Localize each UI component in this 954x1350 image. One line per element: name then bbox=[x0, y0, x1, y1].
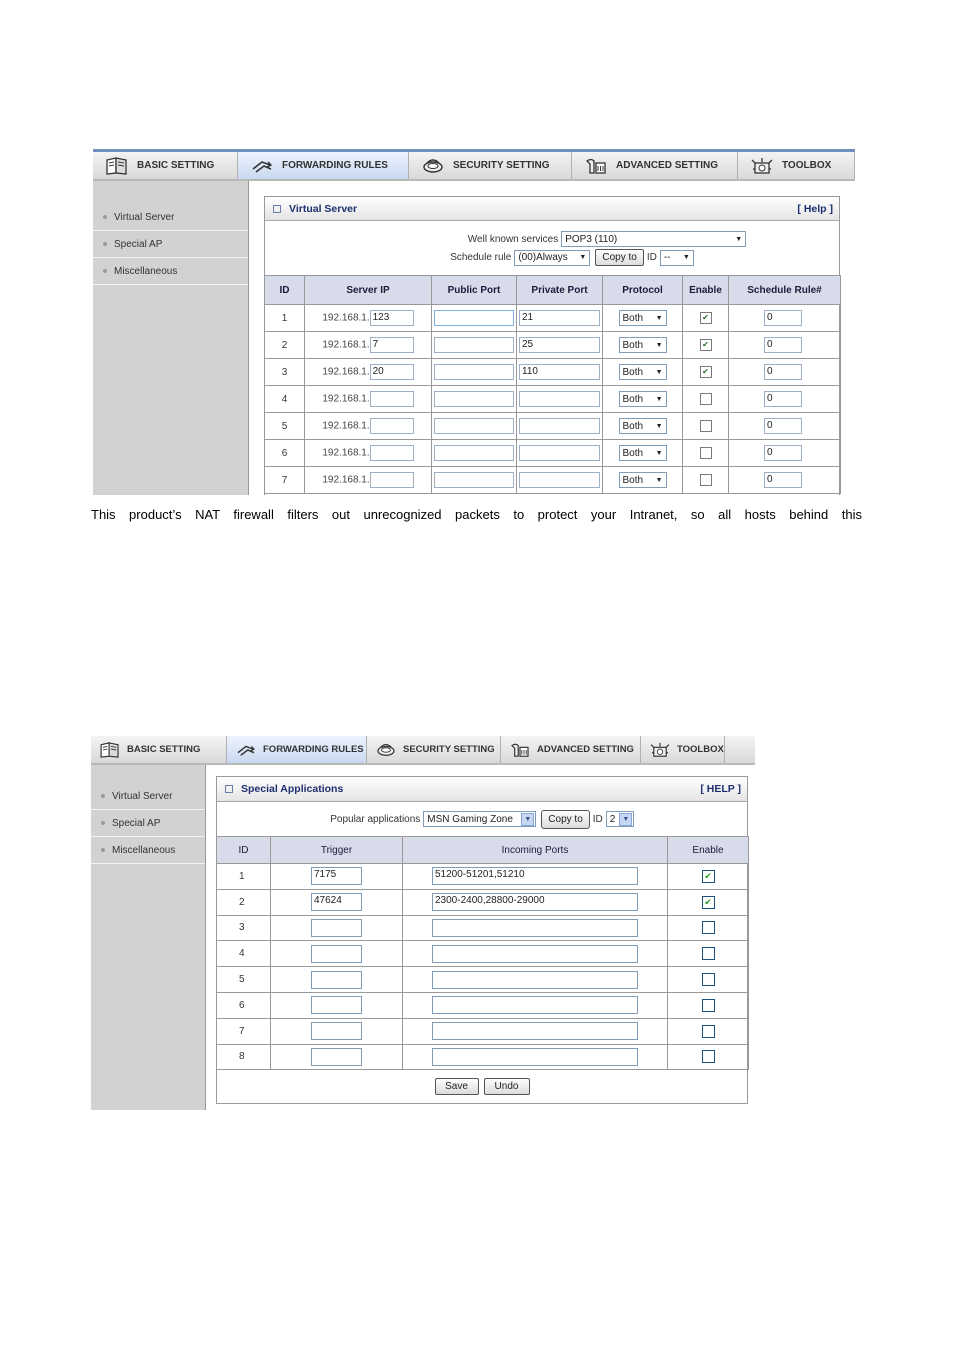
incoming-ports-input[interactable] bbox=[432, 996, 638, 1014]
trigger-input[interactable] bbox=[311, 1022, 362, 1040]
trigger-input[interactable] bbox=[311, 945, 362, 963]
incoming-ports-input[interactable] bbox=[432, 945, 638, 963]
enable-checkbox[interactable]: ✔ bbox=[702, 870, 715, 883]
row-id: 3 bbox=[265, 359, 305, 386]
enable-checkbox[interactable] bbox=[702, 1050, 715, 1063]
trigger-input[interactable]: 7175 bbox=[311, 867, 362, 885]
server-ip-input[interactable] bbox=[370, 391, 414, 407]
well-known-services-select[interactable]: POP3 (110) ▼ bbox=[561, 231, 746, 247]
row-id: 6 bbox=[217, 992, 271, 1018]
lock-icon bbox=[421, 157, 445, 175]
column-header: Schedule Rule# bbox=[729, 276, 841, 305]
incoming-ports-input[interactable]: 51200-51201,51210 bbox=[432, 867, 638, 885]
panel-title-bar bbox=[217, 777, 747, 802]
panel-title: Virtual Server bbox=[289, 202, 358, 215]
server-ip-input[interactable]: 7 bbox=[370, 337, 414, 353]
nav-tab-basic-setting[interactable] bbox=[91, 736, 227, 763]
server-ip-input[interactable]: 20 bbox=[370, 364, 414, 380]
row-id: 6 bbox=[265, 440, 305, 467]
arrows-icon bbox=[235, 742, 257, 758]
schedule-rule-input[interactable]: 0 bbox=[764, 337, 802, 353]
id-select[interactable]: 2 ▼ bbox=[606, 811, 634, 827]
row-id: 2 bbox=[217, 889, 271, 915]
sidebar-item-label: Miscellaneous bbox=[112, 844, 176, 856]
sidebar-item-special-ap[interactable] bbox=[93, 231, 248, 258]
row-id: 4 bbox=[217, 941, 271, 967]
nav-tab-label: TOOLBOX bbox=[782, 160, 832, 171]
sidebar bbox=[91, 765, 206, 1110]
enable-checkbox[interactable] bbox=[700, 420, 712, 432]
nav-tab-security-setting[interactable] bbox=[367, 736, 501, 763]
column-header: Protocol bbox=[603, 276, 683, 305]
enable-checkbox[interactable]: ✔ bbox=[700, 312, 712, 324]
table-row bbox=[265, 386, 841, 413]
table-row bbox=[265, 413, 841, 440]
nav-tab-label: FORWARDING RULES bbox=[282, 160, 388, 171]
protocol-select[interactable]: Both ▼ bbox=[619, 337, 667, 353]
incoming-ports-input[interactable] bbox=[432, 971, 638, 989]
bullet-icon bbox=[103, 242, 107, 246]
arrows-icon bbox=[250, 157, 274, 175]
toolbox-icon bbox=[649, 742, 671, 758]
enable-checkbox[interactable]: ✔ bbox=[702, 896, 715, 909]
table-row bbox=[265, 467, 841, 494]
column-header: Public Port bbox=[432, 276, 517, 305]
table-row bbox=[217, 889, 749, 915]
enable-checkbox[interactable] bbox=[702, 973, 715, 986]
ip-prefix: 192.168.1. bbox=[322, 339, 370, 351]
table-row bbox=[217, 864, 749, 890]
schedule-rule-input[interactable]: 0 bbox=[764, 418, 802, 434]
copy-to-button[interactable]: Copy to bbox=[595, 249, 643, 266]
public-port-input[interactable] bbox=[434, 310, 514, 326]
sidebar-item-special-ap[interactable] bbox=[91, 810, 205, 837]
schedule-rule-input[interactable]: 0 bbox=[764, 391, 802, 407]
public-port-input[interactable] bbox=[434, 337, 514, 353]
table-row bbox=[217, 915, 749, 941]
public-port-input[interactable] bbox=[434, 391, 514, 407]
bullet-icon bbox=[101, 821, 105, 825]
nav-tab-basic-setting[interactable] bbox=[93, 152, 238, 179]
ip-prefix: 192.168.1. bbox=[322, 366, 370, 378]
trigger-input[interactable] bbox=[311, 971, 362, 989]
book-icon bbox=[99, 742, 121, 758]
schedule-rule-input[interactable]: 0 bbox=[764, 472, 802, 488]
toolbox-icon bbox=[750, 157, 774, 175]
id-select[interactable]: -- ▼ bbox=[660, 250, 694, 266]
panel-square-icon bbox=[225, 785, 233, 793]
nav-tab-advanced-setting[interactable] bbox=[501, 736, 641, 763]
special-apps-table bbox=[216, 836, 749, 1070]
column-header: Server IP bbox=[305, 276, 432, 305]
book-icon bbox=[105, 157, 129, 175]
dropdown-arrow-icon: ▼ bbox=[655, 368, 663, 376]
undo-button[interactable]: Undo bbox=[484, 1078, 530, 1095]
column-header: Incoming Ports bbox=[403, 837, 668, 864]
server-ip-input[interactable] bbox=[370, 418, 414, 434]
dropdown-arrow-icon: ▼ bbox=[619, 813, 632, 826]
dropdown-arrow-icon: ▼ bbox=[735, 235, 743, 243]
save-button[interactable]: Save bbox=[435, 1078, 479, 1095]
dropdown-arrow-icon: ▼ bbox=[655, 314, 663, 322]
nav-tab-label: ADVANCED SETTING bbox=[537, 744, 634, 755]
tools-icon bbox=[584, 157, 608, 175]
ip-prefix: 192.168.1. bbox=[322, 420, 370, 432]
private-port-input[interactable] bbox=[519, 391, 600, 407]
sidebar-item-label: Miscellaneous bbox=[114, 265, 178, 277]
column-header: ID bbox=[265, 276, 305, 305]
incoming-ports-input[interactable]: 2300-2400,28800-29000 bbox=[432, 893, 638, 911]
dropdown-arrow-icon: ▼ bbox=[655, 395, 663, 403]
enable-checkbox[interactable] bbox=[702, 999, 715, 1012]
sidebar-item-label: Virtual Server bbox=[114, 211, 175, 223]
sidebar bbox=[93, 181, 249, 495]
public-port-input[interactable] bbox=[434, 364, 514, 380]
sidebar-item-virtual-server[interactable] bbox=[93, 204, 248, 231]
enable-checkbox[interactable]: ✔ bbox=[700, 339, 712, 351]
special-apps-screenshot bbox=[91, 736, 755, 1110]
virtual-server-panel bbox=[264, 196, 840, 495]
dropdown-arrow-icon: ▼ bbox=[579, 254, 587, 261]
server-ip-input[interactable] bbox=[370, 445, 414, 461]
row-id: 1 bbox=[265, 305, 305, 332]
enable-checkbox[interactable] bbox=[700, 393, 712, 405]
column-header: Enable bbox=[683, 276, 729, 305]
nav-tab-label: TOOLBOX bbox=[677, 744, 724, 755]
server-ip-input[interactable]: 123 bbox=[370, 310, 414, 326]
dropdown-arrow-icon: ▼ bbox=[655, 341, 663, 349]
column-header: Trigger bbox=[271, 837, 403, 864]
incoming-ports-input[interactable] bbox=[432, 1022, 638, 1040]
table-row bbox=[217, 1018, 749, 1044]
row-id: 8 bbox=[217, 1044, 271, 1070]
private-port-input[interactable]: 21 bbox=[519, 310, 600, 326]
protocol-select[interactable]: Both ▼ bbox=[619, 391, 667, 407]
private-port-input[interactable]: 25 bbox=[519, 337, 600, 353]
enable-checkbox[interactable] bbox=[700, 447, 712, 459]
nav-tab-toolbox[interactable] bbox=[641, 736, 725, 763]
top-nav bbox=[91, 736, 755, 765]
bullet-icon bbox=[101, 794, 105, 798]
protocol-select[interactable]: Both ▼ bbox=[619, 445, 667, 461]
popular-applications-select[interactable]: MSN Gaming Zone ▼ bbox=[423, 811, 536, 827]
private-port-input[interactable] bbox=[519, 472, 600, 488]
copy-to-button[interactable]: Copy to bbox=[541, 810, 589, 829]
dropdown-arrow-icon: ▼ bbox=[655, 422, 663, 430]
panel-title: Special Applications bbox=[241, 783, 344, 795]
nav-tab-label: ADVANCED SETTING bbox=[616, 160, 719, 171]
schedule-rule-input[interactable]: 0 bbox=[764, 310, 802, 326]
table-row bbox=[217, 1044, 749, 1070]
table-row bbox=[265, 305, 841, 332]
private-port-input[interactable]: 110 bbox=[519, 364, 600, 380]
row-id: 5 bbox=[217, 967, 271, 993]
virtual-server-table bbox=[264, 275, 841, 494]
trigger-input[interactable] bbox=[311, 996, 362, 1014]
body-paragraph: This product’s NAT firewall filters out unrecognized packets to protect your Intranet, so all hosts behind this bbox=[91, 507, 862, 522]
nav-tab-forwarding-rules[interactable] bbox=[227, 736, 367, 763]
panel-title-bar bbox=[265, 197, 839, 221]
enable-checkbox[interactable] bbox=[700, 474, 712, 486]
row-id: 2 bbox=[265, 332, 305, 359]
nav-tab-label: BASIC SETTING bbox=[127, 744, 201, 755]
public-port-input[interactable] bbox=[434, 418, 514, 434]
protocol-select[interactable]: Both ▼ bbox=[619, 310, 667, 326]
nav-tab-label: FORWARDING RULES bbox=[263, 744, 364, 755]
special-apps-panel bbox=[216, 776, 748, 1104]
schedule-rule-label: Schedule rule bbox=[450, 252, 512, 263]
nav-tab-toolbox[interactable] bbox=[738, 152, 855, 179]
incoming-ports-input[interactable] bbox=[432, 919, 638, 937]
popular-applications-label: Popular applications bbox=[330, 813, 421, 825]
protocol-select[interactable]: Both ▼ bbox=[619, 364, 667, 380]
tools-icon bbox=[509, 742, 531, 758]
table-row bbox=[217, 967, 749, 993]
protocol-select[interactable]: Both ▼ bbox=[619, 418, 667, 434]
row-id: 7 bbox=[217, 1018, 271, 1044]
sidebar-item-label: Special AP bbox=[114, 238, 163, 250]
schedule-rule-input[interactable]: 0 bbox=[764, 364, 802, 380]
id-label: ID bbox=[592, 813, 603, 825]
column-header: Enable bbox=[668, 837, 749, 864]
virtual-server-screenshot bbox=[93, 149, 855, 495]
help-link[interactable]: [ Help ] bbox=[797, 202, 833, 215]
row-id: 1 bbox=[217, 864, 271, 890]
ip-prefix: 192.168.1. bbox=[322, 393, 370, 405]
private-port-input[interactable] bbox=[519, 418, 600, 434]
public-port-input[interactable] bbox=[434, 445, 514, 461]
sidebar-item-label: Special AP bbox=[112, 817, 161, 829]
table-row bbox=[265, 332, 841, 359]
bullet-icon bbox=[101, 848, 105, 852]
column-header: Private Port bbox=[517, 276, 603, 305]
top-nav bbox=[93, 149, 855, 181]
private-port-input[interactable] bbox=[519, 445, 600, 461]
bullet-icon bbox=[103, 269, 107, 273]
table-row bbox=[265, 440, 841, 467]
trigger-input[interactable] bbox=[311, 919, 362, 937]
row-id: 7 bbox=[265, 467, 305, 494]
dropdown-arrow-icon: ▼ bbox=[655, 449, 663, 457]
well-known-services-label: Well known services bbox=[467, 233, 559, 245]
schedule-rule-select[interactable]: (00)Always ▼ bbox=[514, 250, 590, 266]
nav-tab-label: SECURITY SETTING bbox=[453, 160, 550, 171]
nav-tab-label: SECURITY SETTING bbox=[403, 744, 495, 755]
public-port-input[interactable] bbox=[434, 472, 514, 488]
dropdown-arrow-icon: ▼ bbox=[521, 813, 534, 826]
nav-tab-security-setting[interactable] bbox=[409, 152, 572, 179]
dropdown-arrow-icon: ▼ bbox=[682, 254, 690, 261]
sidebar-item-miscellaneous[interactable] bbox=[93, 258, 248, 285]
table-row bbox=[217, 941, 749, 967]
nav-tab-forwarding-rules[interactable] bbox=[238, 152, 409, 179]
nav-tab-advanced-setting[interactable] bbox=[572, 152, 738, 179]
id-label: ID bbox=[646, 252, 657, 263]
help-link[interactable]: [ HELP ] bbox=[700, 783, 741, 795]
server-ip-input[interactable] bbox=[370, 472, 414, 488]
schedule-rule-input[interactable]: 0 bbox=[764, 445, 802, 461]
lock-icon bbox=[375, 742, 397, 758]
table-row bbox=[217, 992, 749, 1018]
enable-checkbox[interactable] bbox=[702, 947, 715, 960]
enable-checkbox[interactable]: ✔ bbox=[700, 366, 712, 378]
sidebar-item-miscellaneous[interactable] bbox=[91, 837, 205, 864]
ip-prefix: 192.168.1. bbox=[322, 312, 370, 324]
row-id: 5 bbox=[265, 413, 305, 440]
ip-prefix: 192.168.1. bbox=[322, 447, 370, 459]
row-id: 3 bbox=[217, 915, 271, 941]
column-header: ID bbox=[217, 837, 271, 864]
ip-prefix: 192.168.1. bbox=[322, 474, 370, 486]
panel-square-icon bbox=[273, 205, 281, 213]
enable-checkbox[interactable] bbox=[702, 1025, 715, 1038]
sidebar-item-virtual-server[interactable] bbox=[91, 783, 205, 810]
nav-tab-label: BASIC SETTING bbox=[137, 160, 215, 171]
bullet-icon bbox=[103, 215, 107, 219]
incoming-ports-input[interactable] bbox=[432, 1048, 638, 1066]
table-row bbox=[265, 359, 841, 386]
dropdown-arrow-icon: ▼ bbox=[655, 476, 663, 484]
protocol-select[interactable]: Both ▼ bbox=[619, 472, 667, 488]
sidebar-item-label: Virtual Server bbox=[112, 790, 173, 802]
row-id: 4 bbox=[265, 386, 305, 413]
enable-checkbox[interactable] bbox=[702, 921, 715, 934]
trigger-input[interactable] bbox=[311, 1048, 362, 1066]
trigger-input[interactable]: 47624 bbox=[311, 893, 362, 911]
